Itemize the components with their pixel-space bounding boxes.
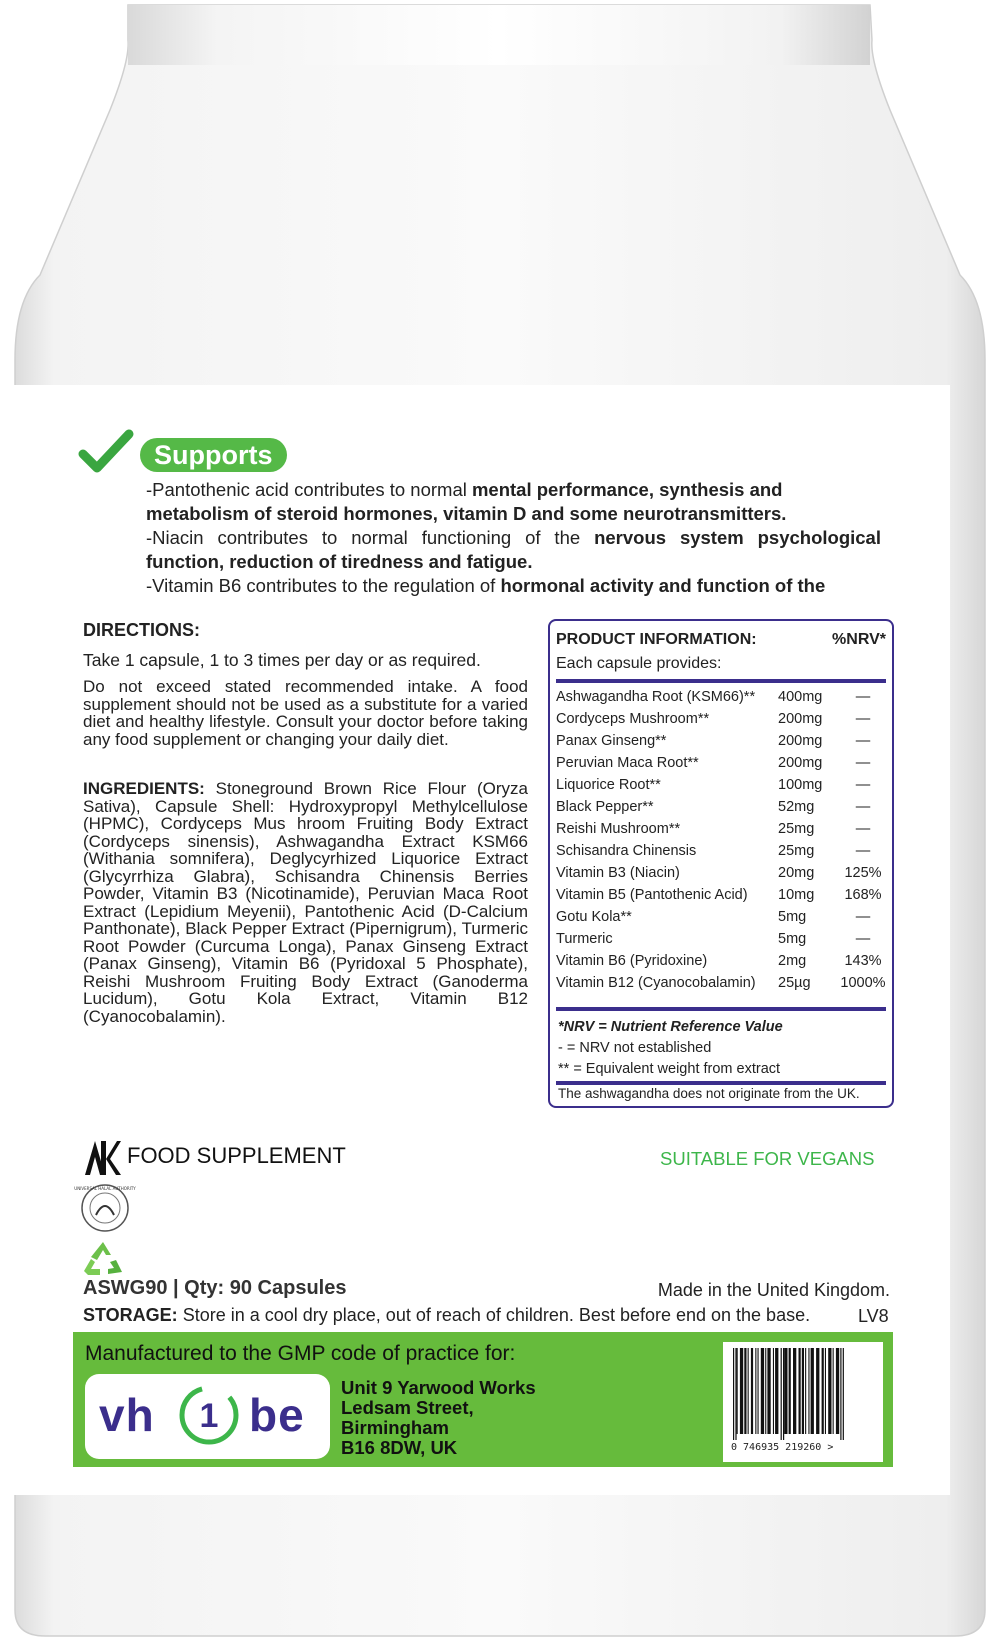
barcode-bar — [836, 1348, 839, 1434]
divider — [556, 679, 886, 683]
product-information-panel — [548, 619, 894, 1108]
product-info-heading: PRODUCT INFORMATION: — [556, 631, 757, 648]
nutrient-row: Vitamin B5 (Pantothenic Acid) 10mg 168% — [556, 887, 882, 903]
supports-line-niacin: -Niacin contributes to normal functioning of the nervous system psychological function, reduction of tiredness and fatigue. — [146, 527, 881, 572]
ingredients-text: INGREDIENTS: Stoneground Brown Rice Flour (Oryza Sativa), Capsule Shell: Hydroxypropyl Methylcellulose (HPMC), Cordyceps Mus hroom Fruiting Body Extract (Cordyceps sinensis), Ashwagandha Extract KSM66 (Withania somnifera), Deglycyrhized Liquorice Extract (Glycyrrhiza Glabra), Schisandra Chinensis Berries Powder, Vitamin B3 (Nicotinamide), Peruvian Maca Root Extract (Lepidium Meyenii), Pantothenic Acid (D-Calcium Panthonate), Black Pepper Extract (Pipernigrum), Turmeric Root Powder (Curcuma Longa), Panax Ginseng Extract (Panax Ginseng), Vitamin B6 (Pyridoxal 5 Phosphate), Reishi Mushroom Fruiting Body Extract (Ganoderma Lucidum), Gotu Kola Extract, Vitamin B12 (Cyanocobalamin). — [83, 779, 528, 1026]
barcode-bar — [822, 1348, 824, 1434]
address-line: Unit 9 Yarwood Works — [341, 1377, 536, 1398]
barcode-bar — [828, 1348, 831, 1434]
directions-warning: Do not exceed stated recommended intake. A food supplement should not be used as a substitute for a varied diet and healthy lifestyle. Consult your doctor before taking any food supplement or changing your daily diet. — [83, 677, 528, 749]
divider — [556, 1081, 886, 1085]
ak-logo-icon — [83, 1137, 121, 1177]
barcode-bar — [748, 1348, 749, 1434]
nutrient-row: Turmeric 5mg — — [556, 931, 871, 947]
barcode-bar — [744, 1348, 746, 1434]
supports-line-pantothenic: -Pantothenic acid contributes to normal mental performance, synthesis and metabolism of steroid hormones, vitamin D and some neurotransmitters. — [146, 479, 787, 524]
barcode-bar — [840, 1348, 841, 1440]
nutrient-row: Black Pepper** 52mg — — [556, 799, 871, 815]
barcode-bar — [761, 1348, 764, 1434]
barcode-bar — [740, 1348, 743, 1434]
product-info-subheading: Each capsule provides: — [556, 655, 722, 672]
nutrient-row: Vitamin B3 (Niacin) 20mg 125% — [556, 865, 882, 881]
nutrient-row: Reishi Mushroom** 25mg — — [556, 821, 871, 837]
barcode-bar — [767, 1348, 770, 1434]
barcode-bar — [783, 1348, 784, 1440]
barcode-bar — [735, 1348, 736, 1440]
barcode-bars — [731, 1348, 875, 1440]
nutrient-row: Cordyceps Mushroom** 200mg — — [556, 711, 871, 727]
barcode-bar — [758, 1348, 759, 1434]
address-line: Ledsam Street, — [341, 1397, 474, 1418]
barcode-bar — [751, 1348, 753, 1434]
barcode-bar — [733, 1348, 734, 1440]
supports-badge: Supports — [140, 438, 287, 472]
vegan-label: SUITABLE FOR VEGANS — [660, 1148, 875, 1169]
barcode-bar — [833, 1348, 834, 1434]
check-icon — [80, 428, 132, 476]
nrv-heading: %NRV* — [832, 631, 886, 648]
barcode-bar — [811, 1348, 814, 1434]
product-code-quantity: ASWG90 | Qty: 90 Capsules — [83, 1277, 347, 1299]
nutrient-row: Ashwagandha Root (KSM66)** 400mg — — [556, 689, 871, 705]
barcode-bar — [773, 1348, 774, 1434]
food-supplement-label: FOOD SUPPLEMENT — [127, 1143, 346, 1168]
barcode-bar — [737, 1348, 738, 1434]
barcode-bar — [781, 1348, 782, 1440]
address-line: B16 8DW, UK — [341, 1437, 458, 1458]
svg-text:1: 1 — [199, 1397, 219, 1435]
barcode-bar — [755, 1348, 756, 1434]
vh1be-swirl-icon — [177, 1382, 241, 1448]
nutrient-row: Vitamin B12 (Cyanocobalamin) 25µg 1000% — [556, 975, 886, 991]
halal-seal-icon — [74, 1183, 136, 1233]
nrv-footnote: *NRV = Nutrient Reference Value — [558, 1019, 783, 1035]
barcode-bar — [825, 1348, 826, 1434]
nutrient-row: Vitamin B6 (Pyridoxine) 2mg 143% — [556, 953, 882, 969]
dash-footnote: - = NRV not established — [558, 1040, 712, 1056]
divider — [556, 1007, 886, 1011]
nutrient-row: Liquorice Root** 100mg — — [556, 777, 871, 793]
address-line: Birmingham — [341, 1417, 449, 1438]
barcode-bar — [784, 1348, 787, 1434]
svg-text:UNIVERSAL HALAL AUTHORITY: UNIVERSAL HALAL AUTHORITY — [74, 1186, 136, 1191]
lot-code: LV8 — [858, 1306, 889, 1326]
nutrient-row: Panax Ginseng** 200mg — — [556, 733, 871, 749]
vh1be-logo: 1 vh be — [85, 1374, 330, 1459]
barcode-number: 0 746935 219260 > — [731, 1442, 834, 1453]
barcode — [723, 1342, 883, 1462]
directions-heading: DIRECTIONS: — [83, 620, 200, 640]
extract-footnote: ** = Equivalent weight from extract — [558, 1061, 781, 1077]
barcode-bar — [805, 1348, 806, 1434]
barcode-bar — [802, 1348, 804, 1434]
manufacturer-band — [73, 1332, 893, 1467]
barcode-bar — [816, 1348, 819, 1434]
origin-note: The ashwagandha does not originate from the UK. — [558, 1086, 860, 1101]
manufacturer-address — [341, 1378, 536, 1458]
barcode-bar — [765, 1348, 766, 1434]
storage-text: STORAGE: Store in a cool dry place, out of reach of children. Best before end on the base. — [83, 1305, 811, 1325]
recycle-icon — [82, 1240, 124, 1278]
barcode-bar — [789, 1348, 791, 1434]
directions-dose: Take 1 capsule, 1 to 3 times per day or as required. — [83, 650, 481, 670]
barcode-bar — [799, 1348, 801, 1434]
nutrient-row: Gotu Kola** 5mg — — [556, 909, 871, 925]
barcode-bar — [793, 1348, 796, 1434]
barcode-bar — [843, 1348, 844, 1440]
barcode-bar — [775, 1348, 778, 1434]
gmp-title: Manufactured to the GMP code of practice for: — [85, 1342, 516, 1365]
made-in-label: Made in the United Kingdom. — [657, 1280, 890, 1300]
nutrient-row: Peruvian Maca Root** 200mg — — [556, 755, 871, 771]
barcode-bar — [808, 1348, 809, 1434]
supports-line-vitamin-b6: -Vitamin B6 contributes to the regulation of hormonal activity and function of the — [146, 575, 826, 596]
product-info-header — [556, 631, 886, 649]
nutrient-row: Schisandra Chinensis 25mg — — [556, 843, 871, 859]
